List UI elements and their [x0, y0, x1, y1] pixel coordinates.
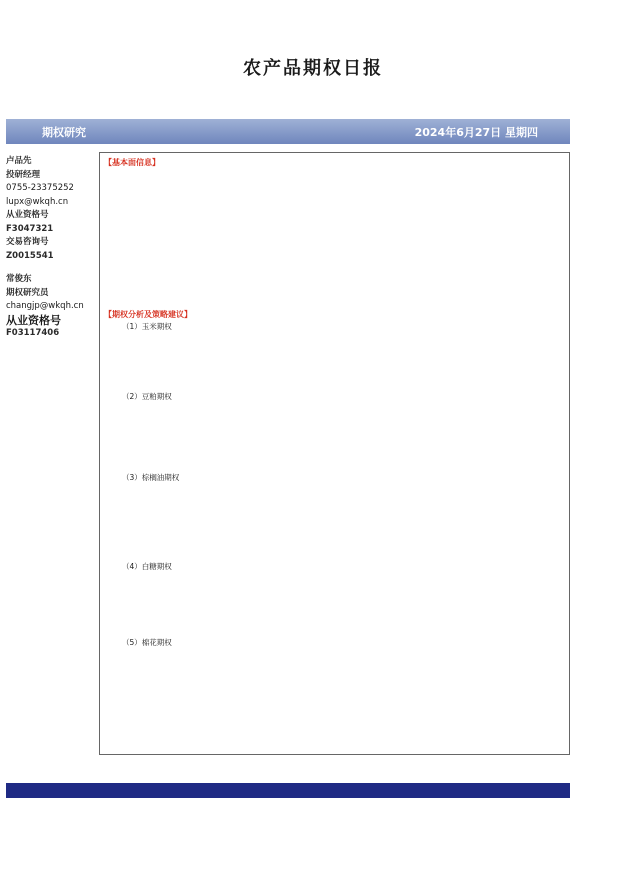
advisory-number: Z0015541 [6, 250, 54, 261]
content-box [99, 152, 570, 755]
footer-bar [6, 783, 570, 798]
report-date: 2024年6月27日 星期四 [414, 126, 538, 139]
cert-label: 从业资格号 [6, 313, 61, 327]
analyst-role: 期权研究员 [6, 287, 49, 298]
subsection-heading: （4）白糖期权 [122, 562, 172, 571]
cert-number: F03117406 [6, 328, 60, 338]
analyst-role: 投研经理 [6, 169, 41, 180]
subsection-heading: （2）豆粕期权 [122, 392, 172, 401]
section-heading: 【基本面信息】 [104, 158, 160, 167]
report-title: 农产品期权日报 [243, 58, 383, 79]
analyst-sidebar [6, 155, 98, 341]
cert-number: F3047321 [6, 223, 54, 234]
cert-label: 从业资格号 [6, 210, 49, 220]
section-label: 期权研究 [42, 126, 86, 139]
analyst-email: lupx@wkqh.cn [6, 196, 69, 207]
subsection-heading: （3）棕榈油期权 [122, 473, 180, 482]
analyst-name: 常俊东 [6, 274, 32, 284]
section-heading: 【期权分析及策略建议】 [104, 310, 192, 319]
advisory-label: 交易咨询号 [6, 237, 49, 247]
analyst-email: changjp@wkqh.cn [6, 301, 84, 311]
subsection-heading: （5）棉花期权 [122, 638, 172, 647]
analyst-phone: 0755-23375252 [6, 183, 74, 193]
analyst-name: 卢品先 [6, 156, 32, 166]
header-bar [6, 119, 570, 144]
subsection-heading: （1）玉米期权 [122, 322, 172, 331]
